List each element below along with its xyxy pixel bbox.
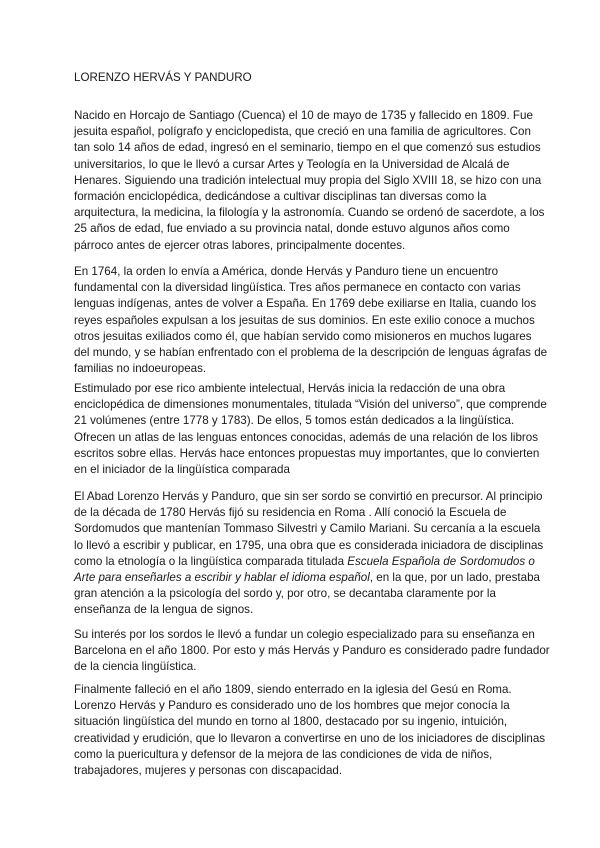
text-line: párroco antes de ejercer otras labores, principalmente docentes. — [74, 238, 406, 252]
text-line: gran atención a la psicología del sordo y, por otro, se decantaba claramente por la — [74, 587, 496, 601]
text-line: otros jesuitas exiliados como él, que habían servido como misioneros en muchos lugares — [74, 329, 532, 343]
text-line: familias no indoeuropeas. — [74, 362, 207, 376]
text-line: escritos sobre ellas. Hervás hace entonces propuestas muy importantes, que lo convierten — [74, 446, 540, 460]
text-line: Nacido en Horcajo de Santiago (Cuenca) el 10 de mayo de 1735 y fallecido en 1809. Fue — [74, 109, 533, 122]
paragraph-birth — [74, 108, 544, 254]
text-line: Lorenzo Hervás y Panduro es considerado uno de los hombres que mejor conocía la — [74, 699, 510, 713]
text-line: enseñanza de la lengua de signos. — [74, 603, 254, 617]
text-line: del mundo, y se habían enfrentado con el problema de la descripción de lenguas ágrafas de — [74, 346, 548, 360]
paragraph-america — [74, 264, 548, 377]
book-title-italic: Escuela Española de Sordomudos o — [347, 554, 535, 568]
text-line: tan solo 14 años de edad, ingresó en el seminario, tiempo en el que comenzó sus estudios — [74, 141, 541, 155]
text-line: Finalmente falleció en el año 1809, siendo enterrado en la iglesia del Gesú en Roma. — [74, 683, 512, 696]
text-line: en el iniciador de la lingüística comparada — [74, 463, 290, 477]
text-line: jesuita español, polígrafo y enciclopedista, que creció en una familia de agricultores. Con — [74, 125, 531, 139]
paragraph-deaf-school — [74, 489, 544, 619]
text-line: Barcelona en el año 1800. Por esto y más Hervás y Panduro es considerado padre fundador — [74, 644, 550, 658]
paragraph-death — [74, 682, 544, 779]
text-line: Sordomudos que mantenían Tommaso Silvestri y Camilo Mariani. Su cercanía a la escuela — [74, 522, 541, 536]
text-line: creatividad y erudición, que lo llevaron a convertirse en uno de los iniciadores de disciplinas — [74, 731, 546, 745]
paragraph-barcelona — [74, 627, 550, 676]
text-line: Su interés por los sordos le llevó a fundar un colegio especializado para su enseñanza en — [74, 628, 535, 641]
text-line: de la ciencia lingüística. — [74, 660, 197, 674]
text-line: Ofrecen un atlas de las lenguas entonces conocidas, además de una relación de los libros — [74, 430, 539, 444]
text-line: 21 volúmenes (entre 1778 y 1783). De ellos, 5 tomos están dedicados a la lingüística. — [74, 414, 515, 428]
text-line: arquitectura, la medicina, la filología y la astronomía. Cuando se ordenó de sacerdote, a los — [74, 206, 545, 220]
text-run: como la etnología o la lingüística comparada titulada — [74, 554, 348, 568]
text-line: formación enciclopédica, dedicándose a cultivar disciplinas tan diversas como la — [74, 190, 487, 204]
text-line: Estimulado por ese rico ambiente intelectual, Hervás inicia la redacción de una obra — [74, 382, 506, 395]
text-line: enciclopédica de dimensiones monumentales, titulada “Visión del universo”, que comprende — [74, 398, 547, 412]
text-run: , en la que, por un lado, prestaba — [369, 571, 540, 585]
text-line: lenguas indígenas, antes de volver a España. En 1769 debe exiliarse en Italia, cuando los — [74, 297, 537, 311]
book-title-italic: Arte para enseñarles a escribir y hablar el idioma español — [74, 571, 370, 585]
text-line: En 1764, la orden lo envía a América, donde Hervás y Panduro tiene un encuentro — [74, 265, 499, 278]
text-line: trabajadores, mujeres y personas con discapacidad. — [74, 764, 343, 778]
text-line — [74, 570, 544, 586]
text-line: El Abad Lorenzo Hervás y Panduro, que sin ser sordo se convirtió en precursor. Al principio — [74, 490, 543, 503]
paragraph-encyclopedia — [74, 381, 547, 478]
text-line: fundamental con la diversidad lingüística. Tres años permanece en contacto con varias — [74, 281, 521, 295]
text-line: situación lingüística del mundo en torno al 1800, destacado por su ingenio, intuición, — [74, 715, 508, 729]
text-line: universitarios, lo que le llevó a cursar Artes y Teología en la Universidad de Alcalá de — [74, 157, 510, 171]
text-line: como la puericultura y defensor de la mejora de las condiciones de vida de niños, — [74, 747, 493, 761]
text-line: lo llevó a escribir y publicar, en 1795, una obra que es considerada iniciadora de disciplinas — [74, 538, 544, 552]
page-title: LORENZO HERVÁS Y PANDURO — [74, 71, 252, 84]
text-line: Henares. Siguiendo una tradición intelectual muy propia del Siglo XVIII 18, se hizo con una — [74, 173, 542, 187]
text-line — [74, 554, 544, 570]
text-line: de la década de 1780 Hervás fijó su residencia en Roma . Allí conoció la Escuela de — [74, 506, 507, 520]
text-line: 25 años de edad, fue enviado a su provincia natal, donde estuvo algunos años como — [74, 222, 510, 236]
text-line: reyes españoles expulsan a los jesuitas de sus dominios. En este exilio conoce a muchos — [74, 313, 535, 327]
